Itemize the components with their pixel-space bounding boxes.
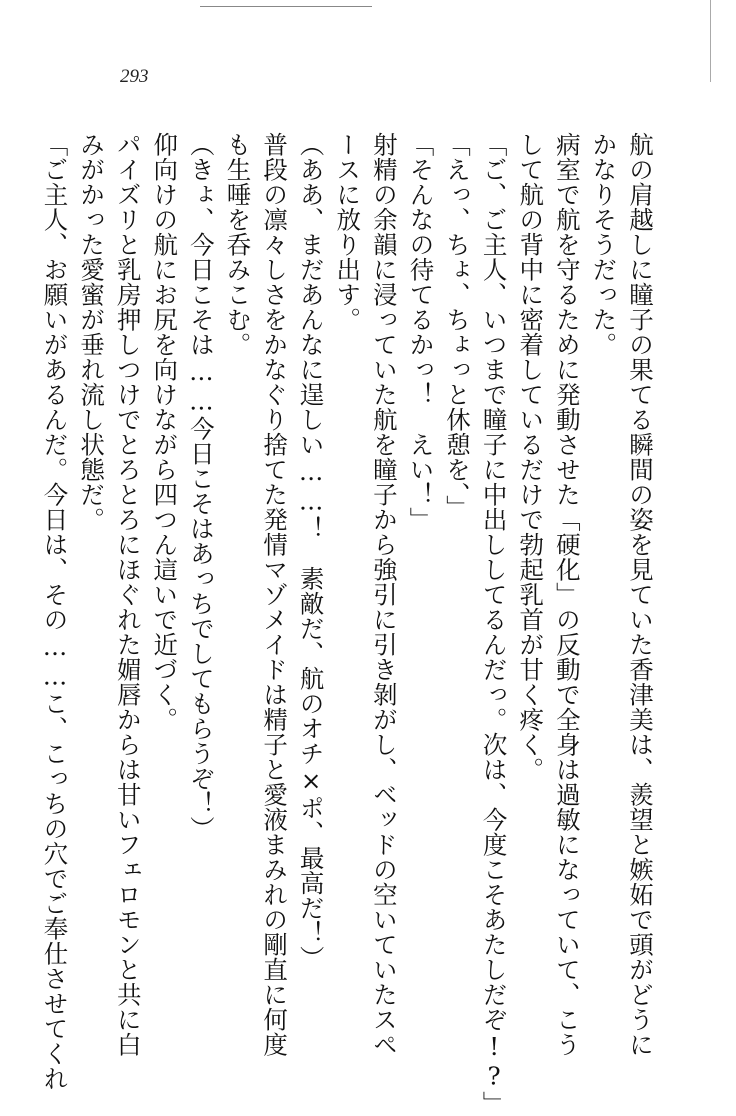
- text-line: かなりそうだった。: [589, 132, 619, 357]
- text-line: 「そんなの待てるかっ！ えい！」: [406, 132, 436, 532]
- page-number: 293: [120, 66, 149, 87]
- text-line: して航の背中に密着しているだけで勃起乳首が甘く疼く。: [516, 132, 546, 782]
- body-text: [36, 132, 658, 1116]
- top-rule: [200, 6, 372, 7]
- text-line: も生唾を呑みこむ。: [223, 132, 253, 357]
- text-line: （ああ、まだあんなに逞しい……！ 素敵だ、航のオチ×ポ、最高だ！）: [296, 132, 326, 971]
- text-line: 「ご主人、お願いがあるんだ。今日は、その……こ、こっちの穴でご奉仕させてくれ: [40, 132, 70, 1091]
- right-edge-rule: [710, 0, 711, 82]
- text-line: （きょ、今日こそは……今日こそはあっちでしてもらうぞ！）: [186, 132, 216, 841]
- text-line: 「ご、ご主人、いつまで瞳子に中出ししてるんだっ。次は、今度こそあたしだぞ!?」: [479, 132, 509, 1116]
- text-line: 射精の余韻に浸っていた航を瞳子から強引に引き剝がし、ベッドの空いていたスペ: [369, 132, 399, 1057]
- text-line: ースに放り出す。: [333, 132, 363, 332]
- text-line: 病室で航を守るために発動させた「硬化」の反動で全身は過敏になっていて、こう: [552, 132, 582, 1057]
- text-line: みがかった愛蜜が垂れ流し状態だ。: [77, 132, 107, 532]
- text-line: 仰向けの航にお尻を向けながら四つん這いで近づく。: [150, 132, 180, 732]
- text-line: 航の肩越しに瞳子の果てる瞬間の姿を見ていた香津美は、羨望と嫉妬で頭がどうに: [626, 132, 655, 1057]
- text-line: パイズリと乳房押しつけでとろとろにほぐれた媚唇からは甘いフェロモンと共に白: [113, 132, 143, 1057]
- text-line: 「えっ、ちょ、ちょっと休憩を、」: [443, 132, 473, 520]
- text-line: 普段の凛々しさをかなぐり捨てた発情マゾメイドは精子と愛液まみれの剛直に何度: [260, 132, 290, 1057]
